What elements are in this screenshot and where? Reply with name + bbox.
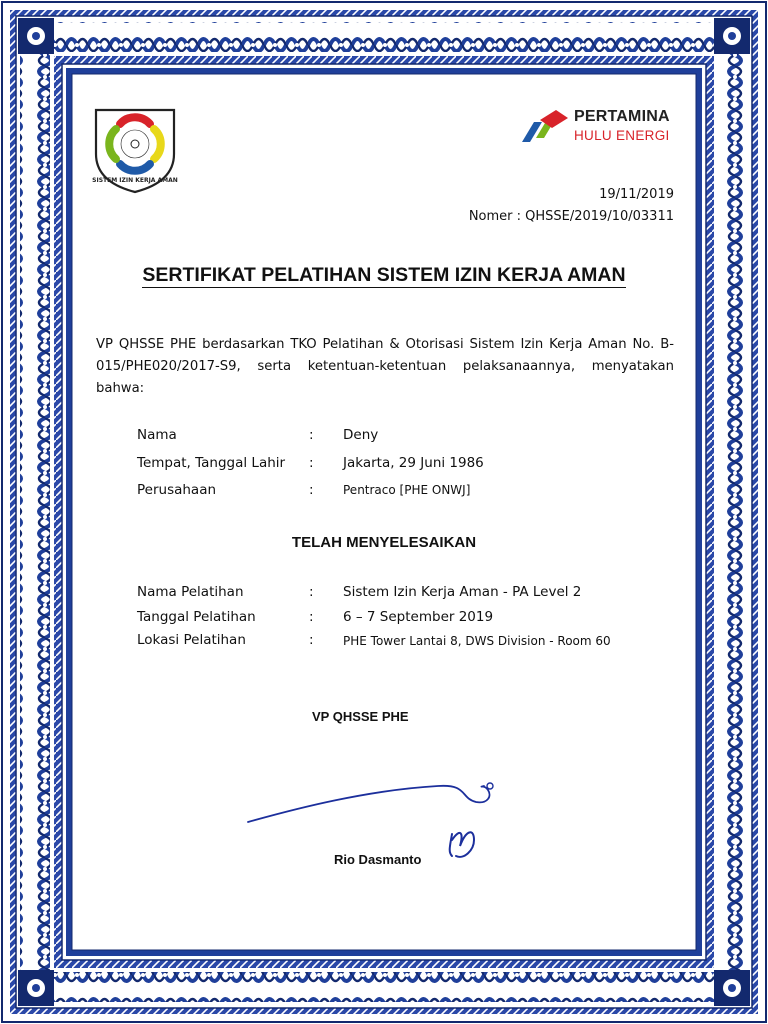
section-title: TELAH MENYELESAIKAN [291, 534, 477, 551]
training-value: 6 – 7 September 2019 [343, 609, 494, 625]
detail-label: Nama [137, 427, 177, 443]
certificate-title [78, 264, 690, 287]
training-value: PHE Tower Lantai 8, DWS Division - Room 60 [343, 634, 611, 648]
certificate-page [78, 90, 690, 935]
detail-label: Perusahaan [137, 482, 217, 498]
safety-seal-logo [90, 102, 180, 194]
detail-value: Jakarta, 29 Juni 1986 [343, 455, 484, 471]
pertamina-logo [518, 104, 688, 154]
detail-value: Pentraco [PHE ONWJ] [343, 483, 471, 497]
detail-colon: : [309, 455, 314, 471]
training-colon: : [309, 584, 314, 600]
brand-name: PERTAMINA [574, 108, 670, 125]
certificate-number: Nomer : QHSSE/2019/10/03311 [468, 209, 674, 224]
training-value: Sistem Izin Kerja Aman - PA Level 2 [343, 584, 582, 600]
certificate-date: 19/11/2019 [599, 187, 674, 202]
certificate-title-text: SERTIFIKAT PELATIHAN SISTEM IZIN KERJA AMAN [142, 264, 626, 286]
training-colon: : [309, 609, 314, 625]
detail-colon: : [309, 427, 314, 443]
training-label: Nama Pelatihan [137, 584, 244, 600]
training-label: Lokasi Pelatihan [137, 632, 246, 648]
seal-text: SISTEM IZIN KERJA AMAN [92, 177, 178, 184]
intro-paragraph: VP QHSSE PHE berdasarkan TKO Pelatihan & Otorisasi Sistem Izin Kerja Aman No. B-015/PHE020/2017-S9, serta ketentuan-ketentuan pelaksanaannya, menyatakan bahwa: [96, 337, 674, 396]
training-colon: : [309, 632, 314, 648]
pertamina-arrow-icon [518, 108, 570, 148]
detail-label: Tempat, Tanggal Lahir [137, 455, 286, 471]
training-label: Tanggal Pelatihan [137, 609, 256, 625]
signatory-name: Rio Dasmanto [334, 852, 422, 867]
brand-subtitle: HULU ENERGI [574, 128, 670, 143]
detail-value: Deny [343, 427, 379, 443]
signatory-position: VP QHSSE PHE [312, 709, 409, 724]
detail-colon: : [309, 482, 314, 498]
